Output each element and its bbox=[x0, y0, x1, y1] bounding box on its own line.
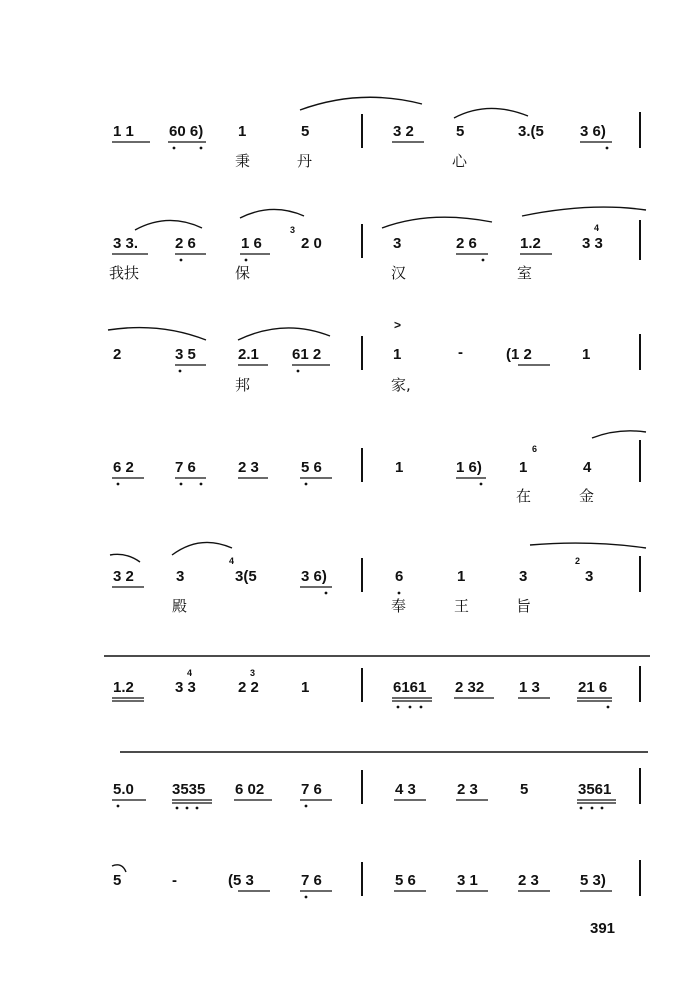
slur-mark bbox=[108, 328, 206, 340]
note-group: 3 3. bbox=[113, 235, 139, 252]
octave-dot bbox=[601, 807, 604, 810]
note-group: 1 bbox=[301, 679, 310, 696]
note-group: 3 bbox=[519, 568, 528, 585]
note-group: 1 1 bbox=[113, 123, 134, 140]
note-group: - bbox=[458, 344, 463, 361]
octave-dot bbox=[607, 706, 610, 709]
note-group: 5 bbox=[456, 123, 465, 140]
slur-mark bbox=[300, 97, 422, 110]
octave-dot bbox=[580, 807, 583, 810]
lyric: 旨 bbox=[516, 597, 532, 615]
page-number: 391 bbox=[590, 920, 616, 937]
note-group: 1.2 bbox=[113, 679, 134, 696]
octave-dot bbox=[420, 706, 423, 709]
slur-mark bbox=[238, 328, 330, 340]
lyric: 室 bbox=[517, 264, 533, 282]
note-group: 7 6 bbox=[301, 872, 322, 889]
lyric: 丹 bbox=[297, 152, 313, 170]
note-group: 60 6) bbox=[169, 123, 204, 140]
octave-dot bbox=[179, 370, 182, 373]
note-group: 3 1 bbox=[457, 872, 478, 889]
note-group: 1.2 bbox=[520, 235, 541, 252]
note-group: 3 3 bbox=[582, 235, 603, 252]
octave-dot bbox=[305, 483, 308, 486]
note-group: 1 bbox=[519, 459, 528, 476]
note-group: 5 bbox=[520, 781, 529, 798]
octave-dot bbox=[180, 483, 183, 486]
note-group: 21 6 bbox=[578, 679, 608, 696]
lyric: 邦 bbox=[235, 376, 251, 394]
accent-mark: > bbox=[394, 318, 402, 332]
note-group: 5 bbox=[113, 872, 122, 889]
grace-note: 3 bbox=[290, 225, 296, 235]
note-group: 7 6 bbox=[175, 459, 196, 476]
note-group: 1 3 bbox=[519, 679, 540, 696]
octave-dot bbox=[606, 147, 609, 150]
lyric: 金 bbox=[579, 487, 595, 505]
octave-dot bbox=[305, 896, 308, 899]
note-group: 3561 bbox=[578, 781, 612, 798]
octave-dot bbox=[397, 706, 400, 709]
note-group: 4 bbox=[583, 459, 592, 476]
note-group: 3 bbox=[176, 568, 185, 585]
slur-mark bbox=[110, 554, 140, 562]
slur-mark bbox=[382, 217, 492, 228]
lyric: 秉 bbox=[235, 152, 251, 170]
octave-dot bbox=[180, 259, 183, 262]
octave-dot bbox=[591, 807, 594, 810]
slur-mark bbox=[522, 207, 646, 216]
octave-dot bbox=[325, 592, 328, 595]
note-group: 6 2 bbox=[113, 459, 134, 476]
note-group: 7 6 bbox=[301, 781, 322, 798]
octave-dot bbox=[409, 706, 412, 709]
lyric: 保 bbox=[235, 264, 251, 282]
octave-dot bbox=[480, 483, 483, 486]
grace-note: 3 bbox=[250, 668, 256, 678]
note-group: 6 02 bbox=[235, 781, 265, 798]
lyric: 在 bbox=[516, 487, 532, 505]
octave-dot bbox=[117, 805, 120, 808]
note-group: 3 bbox=[585, 568, 594, 585]
octave-dot bbox=[305, 805, 308, 808]
lyric: 王 bbox=[454, 597, 470, 615]
note-group: 2 6 bbox=[175, 235, 196, 252]
lyric: 家, bbox=[391, 376, 411, 394]
note-group: 5 bbox=[301, 123, 310, 140]
slur-mark bbox=[530, 543, 646, 548]
slur-mark bbox=[592, 431, 646, 438]
note-group: 5.0 bbox=[113, 781, 134, 798]
note-group: 3 6) bbox=[301, 568, 327, 585]
octave-dot bbox=[482, 259, 485, 262]
note-group: 1 bbox=[457, 568, 466, 585]
grace-note: 2 bbox=[575, 556, 581, 566]
note-group: 1 bbox=[238, 123, 247, 140]
octave-dot bbox=[117, 483, 120, 486]
grace-note: 4 bbox=[594, 223, 600, 233]
note-group: 5 6 bbox=[395, 872, 416, 889]
note-group: 3 bbox=[393, 235, 402, 252]
slur-mark bbox=[135, 220, 202, 230]
note-group: 2 3 bbox=[518, 872, 539, 889]
note-group: 4 3 bbox=[395, 781, 416, 798]
note-group: 3.(5 bbox=[518, 123, 544, 140]
octave-dot bbox=[398, 592, 401, 595]
note-group: 2 0 bbox=[301, 235, 322, 252]
slur-mark bbox=[172, 542, 232, 555]
note-group: 2 3 bbox=[457, 781, 478, 798]
note-group: (5 3 bbox=[228, 872, 254, 889]
note-group: 3 2 bbox=[113, 568, 134, 585]
grace-note: 6 bbox=[532, 444, 538, 454]
lyric: 我扶 bbox=[109, 264, 140, 282]
note-group: 1 bbox=[582, 346, 591, 363]
note-group: 61 2 bbox=[292, 346, 322, 363]
note-group: 5 3) bbox=[580, 872, 606, 889]
note-group: 2 bbox=[113, 346, 122, 363]
note-group: 3535 bbox=[172, 781, 206, 798]
note-group: 6 bbox=[395, 568, 404, 585]
note-group: 2 32 bbox=[455, 679, 485, 696]
octave-dot bbox=[196, 807, 199, 810]
note-group: 3(5 bbox=[235, 568, 257, 585]
octave-dot bbox=[200, 483, 203, 486]
note-group: 1 bbox=[395, 459, 404, 476]
note-group: 2 3 bbox=[238, 459, 259, 476]
note-group: - bbox=[172, 872, 177, 889]
note-group: 2 2 bbox=[238, 679, 259, 696]
slur-mark bbox=[240, 209, 304, 218]
lyric: 汉 bbox=[391, 264, 407, 282]
grace-note: 4 bbox=[229, 556, 235, 566]
lyric: 奉 bbox=[391, 597, 407, 615]
octave-dot bbox=[173, 147, 176, 150]
note-group: 3 2 bbox=[393, 123, 414, 140]
note-group: 3 6) bbox=[580, 123, 606, 140]
slur-mark bbox=[112, 865, 126, 872]
note-group: 1 6) bbox=[456, 459, 482, 476]
octave-dot bbox=[245, 259, 248, 262]
note-group: 5 6 bbox=[301, 459, 322, 476]
note-group: 1 bbox=[393, 346, 402, 363]
octave-dot bbox=[176, 807, 179, 810]
note-group: 3 5 bbox=[175, 346, 196, 363]
slur-mark bbox=[454, 108, 528, 118]
octave-dot bbox=[297, 370, 300, 373]
note-group: 1 6 bbox=[241, 235, 262, 252]
lyric: 殿 bbox=[172, 597, 188, 615]
note-group: 3 3 bbox=[175, 679, 196, 696]
grace-note: 4 bbox=[187, 668, 193, 678]
note-group: 2 6 bbox=[456, 235, 477, 252]
octave-dot bbox=[200, 147, 203, 150]
note-group: (1 2 bbox=[506, 346, 532, 363]
lyric: 心 bbox=[452, 152, 468, 170]
note-group: 6161 bbox=[393, 679, 427, 696]
note-group: 2.1 bbox=[238, 346, 259, 363]
octave-dot bbox=[186, 807, 189, 810]
